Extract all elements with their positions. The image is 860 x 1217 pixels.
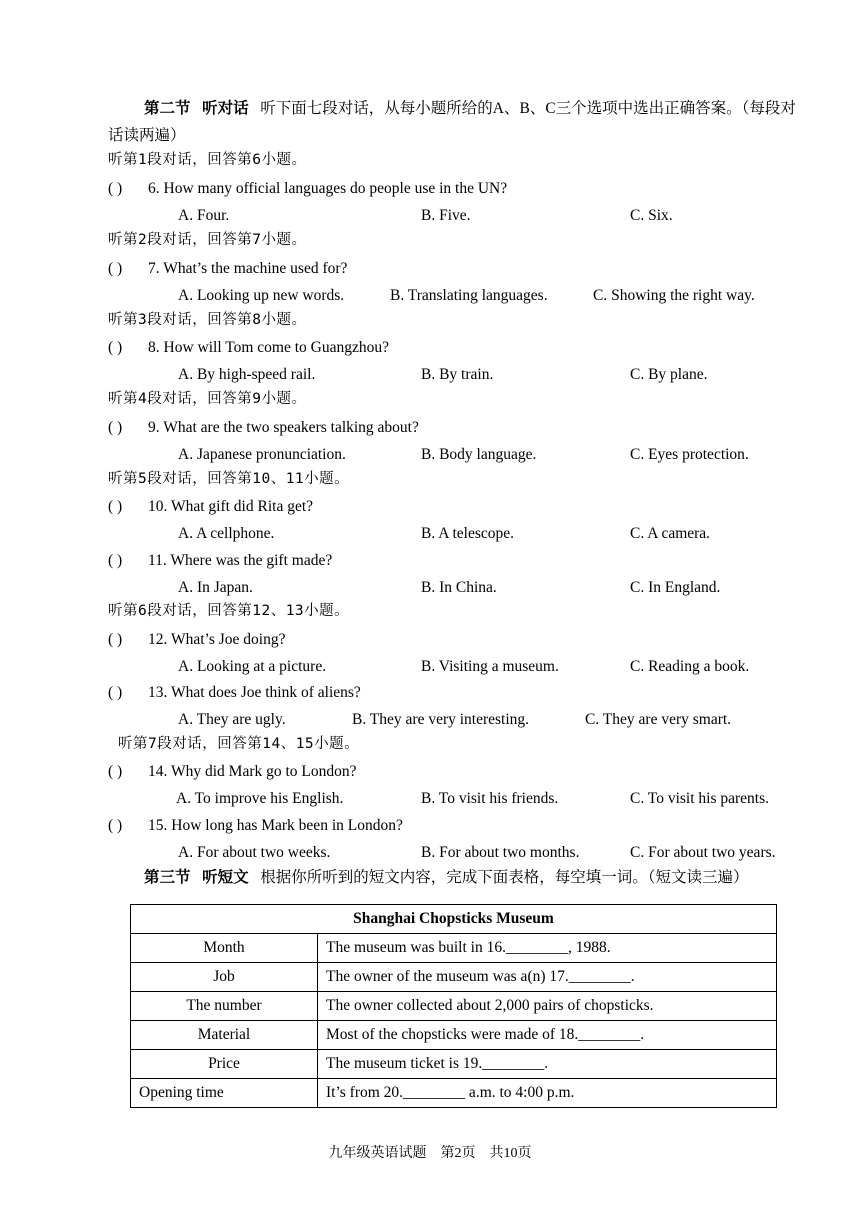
- q6-option-b: B. Five.: [421, 207, 471, 224]
- row-label: Month: [131, 934, 318, 963]
- q13-option-a: A. They are ugly.: [178, 711, 286, 728]
- page-footer: 九年级英语试题 第2页 共10页: [328, 1146, 532, 1161]
- section3-intro: [144, 868, 749, 888]
- q15-option-b: B. For about two months.: [421, 844, 580, 861]
- question-10: [108, 497, 313, 517]
- q7-option-a: A. Looking up new words.: [178, 287, 345, 304]
- museum-table: [130, 904, 777, 1108]
- q8-option-a: A. By high-speed rail.: [178, 366, 316, 383]
- answer-blank: ( ): [108, 498, 123, 515]
- q6-option-a: A. Four.: [178, 207, 230, 224]
- question-15: [108, 816, 403, 836]
- question-13: [108, 683, 361, 703]
- question-text: 10. What gift did Rita get?: [148, 498, 314, 515]
- question-text: 8. How will Tom come to Guangzhou?: [148, 339, 389, 356]
- answer-blank: ( ): [108, 817, 123, 834]
- q13-option-c: C. They are very smart.: [585, 711, 732, 728]
- row-text: The museum ticket is 19.________.: [318, 1050, 777, 1079]
- table-row: [131, 1050, 777, 1079]
- question-text: 6. How many official languages do people use in the UN?: [148, 180, 508, 197]
- q9-option-c: C. Eyes protection.: [630, 446, 749, 463]
- q10-option-a: A. A cellphone.: [178, 525, 275, 542]
- table-row: [131, 1079, 777, 1108]
- section3-heading-a: 第三节: [144, 869, 191, 886]
- row-text: The owner collected about 2,000 pairs of chopsticks.: [318, 992, 777, 1021]
- q12-option-c: C. Reading a book.: [630, 658, 750, 675]
- q8-option-c: C. By plane.: [630, 366, 708, 383]
- question-text: 13. What does Joe think of aliens?: [148, 684, 361, 701]
- dialog-3-label: 听第3段对话，回答第8小题。: [108, 312, 307, 328]
- q10-option-c: C. A camera.: [630, 525, 711, 542]
- question-text: 7. What’s the machine used for?: [148, 260, 348, 277]
- question-text: 15. How long has Mark been in London?: [148, 817, 403, 834]
- row-text: Most of the chopsticks were made of 18.________.: [318, 1021, 777, 1050]
- section2-instruction: 听下面七段对话，从每小题所给的A、B、C三个选项中选出正确答案。（每段对话读两遍）: [108, 100, 796, 144]
- q14-option-b: B. To visit his friends.: [421, 790, 559, 807]
- answer-blank: ( ): [108, 684, 123, 701]
- row-label: Price: [131, 1050, 318, 1079]
- q13-option-b: B. They are very interesting.: [352, 711, 530, 728]
- q8-option-b: B. By train.: [421, 366, 494, 383]
- q12-option-b: B. Visiting a museum.: [421, 658, 559, 675]
- table-row: [131, 992, 777, 1021]
- question-8: [108, 338, 389, 358]
- question-6: [108, 179, 507, 199]
- dialog-6-label: 听第6段对话，回答第12、13小题。: [108, 603, 350, 619]
- section2-heading-b: 听对话: [202, 100, 249, 117]
- question-text: 11. Where was the gift made?: [148, 552, 333, 569]
- row-label: Job: [131, 963, 318, 992]
- section3-instruction: 根据你所听到的短文内容，完成下面表格，每空填一词。（短文读三遍）: [260, 869, 749, 886]
- q6-option-c: C. Six.: [630, 207, 673, 224]
- q11-option-b: B. In China.: [421, 579, 497, 596]
- table-row: [131, 1021, 777, 1050]
- q14-option-a: A. To improve his English.: [176, 790, 344, 807]
- section2-intro: [108, 95, 808, 149]
- q15-option-a: A. For about two weeks.: [178, 844, 331, 861]
- row-text: It’s from 20.________ a.m. to 4:00 p.m.: [318, 1079, 777, 1108]
- row-label: Material: [131, 1021, 318, 1050]
- row-text: The museum was built in 16.________, 1988.: [318, 934, 777, 963]
- answer-blank: ( ): [108, 763, 123, 780]
- section3-heading-b: 听短文: [202, 869, 249, 886]
- dialog-5-label: 听第5段对话，回答第10、11小题。: [108, 471, 350, 487]
- answer-blank: ( ): [108, 631, 123, 648]
- table-title: Shanghai Chopsticks Museum: [131, 905, 777, 934]
- q11-option-a: A. In Japan.: [178, 579, 253, 596]
- question-14: [108, 762, 357, 782]
- answer-blank: ( ): [108, 339, 123, 356]
- question-7: [108, 259, 347, 279]
- dialog-7-label: 听第7段对话，回答第14、15小题。: [118, 736, 360, 752]
- dialog-2-label: 听第2段对话，回答第7小题。: [108, 232, 307, 248]
- answer-blank: ( ): [108, 180, 123, 197]
- dialog-1-label: 听第1段对话，回答第6小题。: [108, 152, 307, 168]
- answer-blank: ( ): [108, 260, 123, 277]
- q9-option-a: A. Japanese pronunciation.: [178, 446, 346, 463]
- dialog-4-label: 听第4段对话，回答第9小题。: [108, 391, 307, 407]
- section2-heading-a: 第二节: [144, 100, 191, 117]
- answer-blank: ( ): [108, 552, 123, 569]
- q14-option-c: C. To visit his parents.: [630, 790, 769, 807]
- question-text: 9. What are the two speakers talking about?: [148, 419, 419, 436]
- table-title-row: [131, 905, 777, 934]
- table-row: [131, 934, 777, 963]
- question-text: 12. What’s Joe doing?: [148, 631, 286, 648]
- row-label: The number: [131, 992, 318, 1021]
- answer-blank: ( ): [108, 419, 123, 436]
- question-11: [108, 551, 332, 571]
- question-text: 14. Why did Mark go to London?: [148, 763, 357, 780]
- question-12: [108, 630, 285, 650]
- row-label: Opening time: [131, 1079, 318, 1108]
- q7-option-b: B. Translating languages.: [390, 287, 548, 304]
- q15-option-c: C. For about two years.: [630, 844, 776, 861]
- q7-option-c: C. Showing the right way.: [593, 287, 755, 304]
- q11-option-c: C. In England.: [630, 579, 721, 596]
- q10-option-b: B. A telescope.: [421, 525, 514, 542]
- question-9: [108, 418, 419, 438]
- q9-option-b: B. Body language.: [421, 446, 537, 463]
- row-text: The owner of the museum was a(n) 17.________.: [318, 963, 777, 992]
- q12-option-a: A. Looking at a picture.: [178, 658, 327, 675]
- table-row: [131, 963, 777, 992]
